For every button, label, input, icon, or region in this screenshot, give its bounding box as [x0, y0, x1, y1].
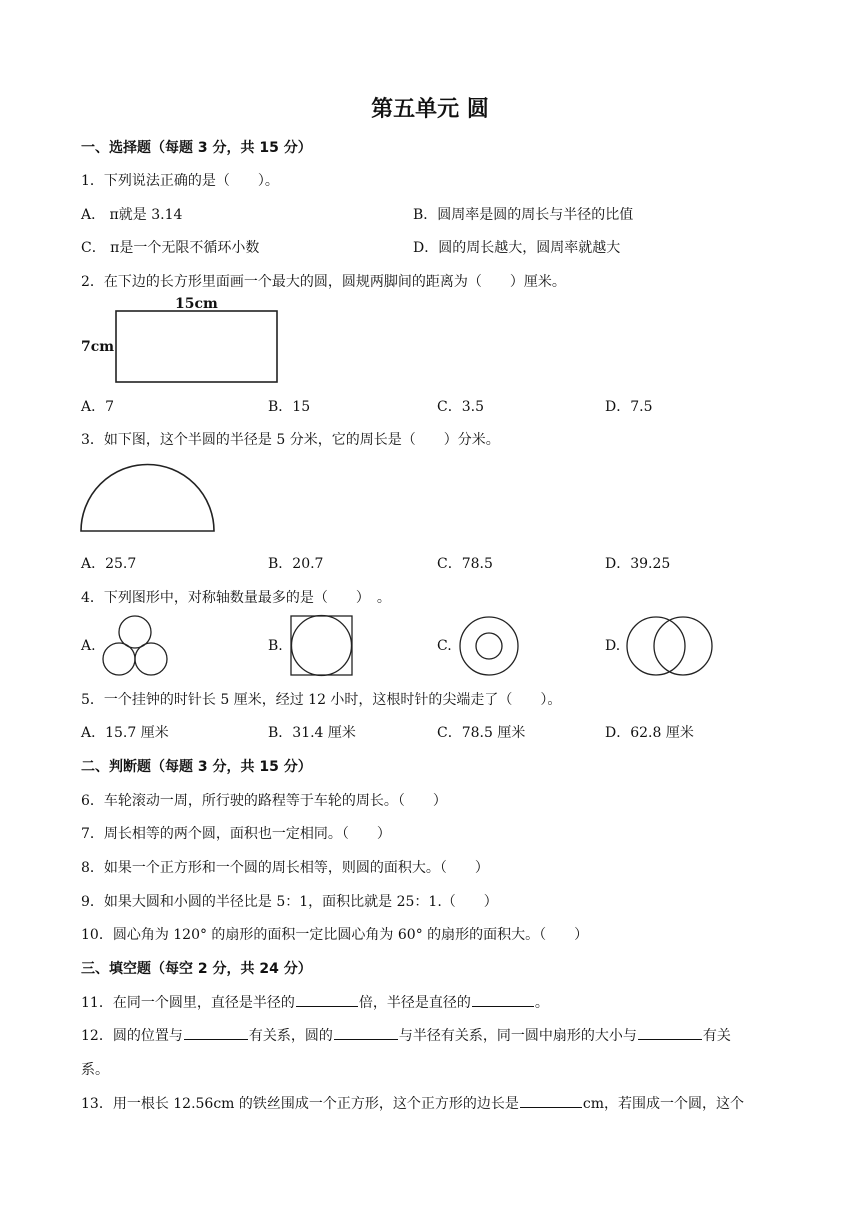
question-10: 10．圆心角为 120° 的扇形的面积一定比圆心角为 60° 的扇形的面积大。（ ）	[81, 927, 589, 943]
q1-option-c: C． π是一个无限不循环小数	[81, 240, 260, 256]
q12-text-3: 与半径有关系，同一圆中扇形的大小与	[398, 1028, 637, 1044]
answer-blank[interactable]	[296, 992, 358, 1007]
section-heading-judge: 二、判断题（每题 3 分，共 15 分）	[81, 759, 312, 775]
question-1: 1．下列说法正确的是（ ）。	[81, 173, 279, 189]
q2-option-d: D．7.5	[605, 399, 653, 415]
question-6: 6．车轮滚动一周，所行驶的路程等于车轮的周长。（ ）	[81, 793, 447, 809]
q13-text-1: 13．用一根长 12.56cm 的铁丝围成一个正方形，这个正方形的边长是	[81, 1096, 519, 1112]
overlapping-circles-figure	[626, 614, 716, 678]
rectangle-width-label: 15cm	[175, 296, 218, 312]
q2-option-c: C．3.5	[437, 399, 484, 415]
q4-option-d: D.	[605, 638, 621, 654]
q4-option-a: A.	[81, 638, 96, 654]
answer-blank[interactable]	[520, 1093, 582, 1108]
q5-option-d: D．62.8 厘米	[605, 725, 694, 741]
q3-option-c: C．78.5	[437, 556, 493, 572]
question-3: 3．如下图，这个半圆的半径是 5 分米，它的周长是（ ）分米。	[81, 432, 500, 448]
q3-option-d: D．39.25	[605, 556, 671, 572]
section-heading-fill: 三、填空题（每空 2 分，共 24 分）	[81, 961, 312, 977]
q1-option-d: D．圆的周长越大，圆周率就越大	[413, 240, 621, 256]
question-4: 4．下列图形中，对称轴数量最多的是（ ） 。	[81, 590, 391, 606]
q4-option-b: B.	[268, 638, 283, 654]
q12-text-2: 有关系，圆的	[248, 1028, 333, 1044]
q12-text-1: 12．圆的位置与	[81, 1028, 183, 1044]
q12-text-4: 有关	[702, 1028, 731, 1044]
q5-option-a: A．15.7 厘米	[81, 725, 169, 741]
q5-option-b: B．31.4 厘米	[268, 725, 356, 741]
q5-option-c: C．78.5 厘米	[437, 725, 526, 741]
q11-text-1: 11．在同一个圆里，直径是半径的	[81, 995, 295, 1011]
three-circles-figure	[100, 614, 170, 678]
answer-blank[interactable]	[638, 1025, 702, 1040]
question-2: 2．在下边的长方形里面画一个最大的圆，圆规两脚间的距离为（ ）厘米。	[81, 274, 566, 290]
concentric-circles-figure	[458, 615, 520, 677]
q1-option-b: B．圆周率是圆的周长与半径的比值	[413, 207, 634, 223]
q3-option-b: B．20.7	[268, 556, 324, 572]
question-8: 8．如果一个正方形和一个圆的周长相等，则圆的面积大。（ ）	[81, 860, 489, 876]
question-13	[81, 1093, 744, 1113]
answer-blank[interactable]	[472, 992, 534, 1007]
question-12-continued: 系。	[81, 1062, 109, 1078]
answer-blank[interactable]	[184, 1025, 248, 1040]
q13-text-2: cm，若围成一个圆，这个	[582, 1096, 745, 1112]
question-12	[81, 1025, 731, 1045]
semicircle-figure	[80, 463, 216, 533]
q11-text-3: 。	[534, 995, 549, 1011]
q11-text-2: 倍，半径是直径的	[358, 995, 471, 1011]
q4-option-c: C.	[437, 638, 452, 654]
section-heading-choice: 一、选择题（每题 3 分，共 15 分）	[81, 140, 312, 156]
question-5: 5．一个挂钟的时针长 5 厘米，经过 12 小时，这根时针的尖端走了（ ）。	[81, 692, 562, 708]
circle-in-square-figure	[290, 615, 354, 677]
q2-option-b: B．15	[268, 399, 311, 415]
page-title: 第五单元 圆	[371, 96, 489, 122]
question-9: 9．如果大圆和小圆的半径比是 5：1，面积比就是 25：1.（ ）	[81, 894, 498, 910]
q3-option-a: A．25.7	[81, 556, 137, 572]
question-7: 7．周长相等的两个圆，面积也一定相同。（ ）	[81, 826, 391, 842]
question-11	[81, 992, 549, 1012]
answer-blank[interactable]	[334, 1025, 398, 1040]
rectangle-height-label: 7cm	[81, 339, 115, 355]
rectangle-figure	[115, 310, 279, 384]
q1-option-a: A． π就是 3.14	[81, 207, 183, 223]
q2-option-a: A．7	[81, 399, 115, 415]
